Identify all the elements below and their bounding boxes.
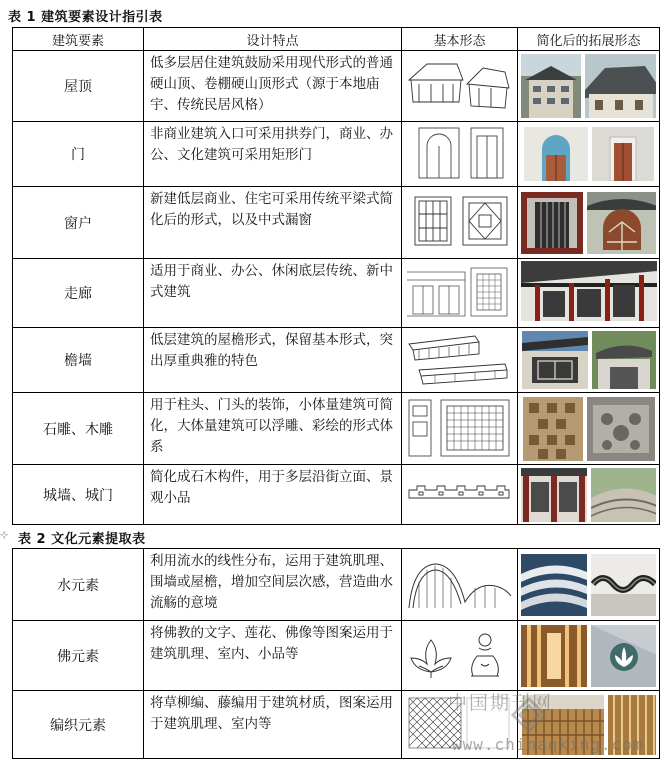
buddha-sketch — [405, 626, 513, 682]
table1-header-row — [13, 28, 660, 51]
extended-form-cell — [518, 328, 660, 393]
extended-form-cell — [518, 393, 660, 465]
extended-form-cell — [518, 51, 660, 122]
extended-form-cell — [518, 187, 660, 259]
extended-form-cell — [518, 465, 660, 525]
extended-form-cell — [518, 122, 660, 187]
table-row — [13, 328, 660, 393]
table-row — [13, 393, 660, 465]
cultural-elements-table — [12, 548, 660, 759]
corridor-photo — [521, 261, 657, 321]
element-desc: 新建低层商业、住宅可采用传统平梁式简化后的形式，以及中式漏窗 — [144, 187, 402, 259]
window-photo-1 — [521, 192, 583, 254]
citywall-photo-2 — [591, 468, 657, 522]
basic-form-cell — [402, 187, 518, 259]
table-row — [13, 465, 660, 525]
table-row — [13, 259, 660, 328]
element-desc: 低多层居住建筑鼓励采用现代形式的普通硬山顶、卷棚硬山顶形式（源于本地庙宇、传统民居风格） — [144, 51, 402, 122]
eave-photo-2 — [592, 331, 656, 389]
element-desc: 将佛教的文字、莲花、佛像等图案运用于建筑肌理、室内、小品等 — [144, 621, 402, 691]
roof-sketch — [405, 54, 513, 114]
corridor-sketch — [405, 262, 513, 320]
basic-form-cell — [402, 122, 518, 187]
watermark-url: www.chinaqking.com — [452, 735, 644, 754]
basic-form-cell — [402, 328, 518, 393]
buddha-photo-1 — [521, 625, 587, 687]
basic-form-cell — [402, 621, 518, 691]
door-photo-1 — [524, 127, 588, 181]
element-name: 佛元素 — [13, 621, 144, 691]
table-anchor-icon: ⊹ — [0, 530, 9, 541]
header-design: 设计特点 — [144, 28, 402, 51]
element-name: 走廊 — [13, 259, 144, 328]
extended-form-cell — [518, 621, 660, 691]
roof-photo-1 — [521, 54, 581, 118]
carving-sketch — [405, 396, 513, 458]
element-desc: 简化成石木构件，用于多层沿街立面、景观小品 — [144, 465, 402, 525]
extended-form-cell — [518, 549, 660, 621]
element-desc: 适用于商业、办公、休闲底层传统、新中式建筑 — [144, 259, 402, 328]
element-desc: 利用流水的线性分布，运用于建筑肌理、围墙或屋檐，增加空间层次感，营造曲水流觞的意境 — [144, 549, 402, 621]
window-photo-2 — [587, 192, 656, 254]
element-name: 窗户 — [13, 187, 144, 259]
basic-form-cell — [402, 259, 518, 328]
table-row — [13, 187, 660, 259]
element-name: 编织元素 — [13, 691, 144, 759]
element-desc: 将草柳编、藤编用于建筑材质，图案运用于建筑肌理、室内等 — [144, 691, 402, 759]
header-basic-form: 基本形态 — [402, 28, 518, 51]
element-name: 檐墙 — [13, 328, 144, 393]
table2-caption: 表 2 文化元素提取表 — [18, 532, 146, 547]
element-name: 门 — [13, 122, 144, 187]
buddha-photo-2 — [591, 625, 657, 687]
window-sketch — [405, 191, 513, 251]
element-name: 石雕、木雕 — [13, 393, 144, 465]
roof-photo-2 — [585, 54, 656, 118]
water-photo-2 — [591, 554, 657, 616]
element-desc: 低层建筑的屋檐形式，保留基本形式，突出厚重典雅的特色 — [144, 328, 402, 393]
element-name: 屋顶 — [13, 51, 144, 122]
header-extended-form: 简化后的拓展形态 — [518, 28, 660, 51]
eave-photo-1 — [522, 331, 588, 389]
basic-form-cell — [402, 549, 518, 621]
element-name: 城墙、城门 — [13, 465, 144, 525]
basic-form-cell — [402, 393, 518, 465]
table1-caption: 表 1 建筑要素设计指引表 — [8, 10, 163, 25]
table-row — [13, 122, 660, 187]
water-sketch — [405, 552, 513, 614]
basic-form-cell — [402, 51, 518, 122]
architecture-elements-table — [12, 27, 660, 525]
water-photo-1 — [521, 554, 587, 616]
eave-sketch — [405, 330, 513, 386]
carving-photo-2 — [587, 397, 655, 461]
citywall-photo-1 — [521, 468, 587, 522]
citywall-sketch — [405, 478, 513, 508]
element-desc: 用于柱头、门头的装饰，小体量建筑可简化，大体量建筑可以浮雕、彩绘的形式体系 — [144, 393, 402, 465]
header-element: 建筑要素 — [13, 28, 144, 51]
door-sketch — [405, 124, 513, 180]
door-photo-2 — [592, 127, 654, 181]
extended-form-cell — [518, 259, 660, 328]
element-name: 水元素 — [13, 549, 144, 621]
table-row — [13, 621, 660, 691]
watermark-text: 中国期刊网 — [448, 692, 554, 714]
table-row — [13, 51, 660, 122]
basic-form-cell — [402, 465, 518, 525]
table-row — [13, 549, 660, 621]
carving-photo-1 — [523, 397, 583, 461]
element-desc: 非商业建筑入口可采用拱券门，商业、办公、文化建筑可采用矩形门 — [144, 122, 402, 187]
